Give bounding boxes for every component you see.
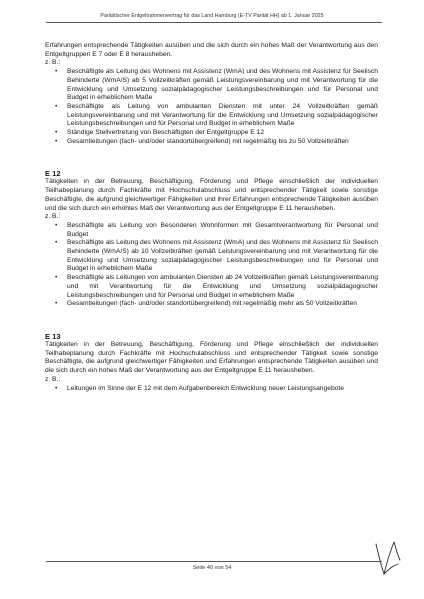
page-number: Seite 40 von 54 xyxy=(192,565,232,571)
list-item: • Beschäftigte als Leitung des Wohnens mit Assistenz (WmA) und des Wohnens mit Assistenz für Seelisch Behinderte (WmA/S) ab 10 Vollzeitkräften gemäß Leistungsvereinbarung und mit Verantwortung für die Entwicklung und Umsetzung sozialpädagogischer Leistungsbeschreibungen und für Personal und Budget in erheblichem Maße xyxy=(67,239,378,274)
e13-zb-label: z. B.: xyxy=(45,375,61,383)
footer-divider xyxy=(46,561,382,562)
intro-paragraph: Erfahrungen entsprechende Tätigkeiten ausüben und die sich durch ein hohes Maß der Verantwortung aus den Entgeltgruppen E 7 oder E 8 herausheben. xyxy=(45,42,378,58)
list-item: • Beschäftigte als Leitung von Besonderen Wohnformen mit Gesamtverantwortung für Personal und Budget xyxy=(67,222,378,239)
section-text-e13: Tätigkeiten in der Betreuung, Beschäftigung, Förderung und Pflege einschließlich der individuellen Teilhabeplanung durch Fachkräfte mit Hochschulabschluss und entsprechender Tätigkeit sowie sonstige Beschäftigte, die aufgrund gleichwertiger Fähigkeiten und Erfahrungen entsprechende Tätigkeiten ausüben und die sich durch ein hohes Maß der Verantwortung aus der Entgeltgruppe E 11 herausheben. xyxy=(45,340,378,375)
list-item: • Beschäftigte als Leitung von ambulanten Diensten mit unter 24 Vollzeitkräften gemäß Leistungsvereinbarung und mit Verantwortung für die Entwicklung und Umsetzung sozialpädagogischer Leistungsbeschreibungen und für Personal und Budget in erheblichem Maße xyxy=(67,103,378,129)
page-header: Paritätischer Entgeltrahmenvertrag für das Land Hamburg (E-TV Parität HH) ab 1. Januar 2025 xyxy=(100,13,324,19)
section-heading-e13: E 13 xyxy=(45,331,61,341)
spacer xyxy=(45,146,378,169)
e13-list xyxy=(45,385,378,394)
list-item: • Gesamtleitungen (fach- und/oder standortübergreifend) mit regelmäßig mehr als 50 Vollzeitkräften xyxy=(67,300,378,309)
e12-list xyxy=(45,222,378,309)
section-text-e12: Tätigkeiten in der Betreuung, Beschäftigung, Förderung und Pflege einschließlich der individuellen Teilhabeplanung durch Fachkräfte mit Hochschulabschluss und entsprechender Tätigkeit sowie sonstige Beschäftigte, die aufgrund gleichwertiger Fähigkeiten und ihrer Erfahrungen entsprechende Tätigkeiten ausüben und die sich durch ein erhöhtes Maß der Verantwortung aus der Entgeltgruppe E 11 herausheben. xyxy=(45,178,378,212)
intro-list xyxy=(45,68,378,146)
list-item: • Gesamtleitungen (fach- und/oder standortübergreifend) mit regelmäßig bis zu 50 Vollzeitkräften xyxy=(67,138,378,147)
e12-zb-label: z. B.: xyxy=(45,213,61,221)
list-item: • Beschäftigte als Leitung des Wohnens mit Assistenz (WmA) und des Wohnens mit Assistenz für Seelisch Behinderte (WmA/S) ab 5 Vollzeitkräften gemäß Leistungsvereinbarung und mit Verantwortung für die Entwicklung und Umsetzung sozialpädagogischer Leistungsbeschreibungen und für Personal und Budget in erheblichem Maße xyxy=(67,68,378,103)
spacer xyxy=(45,309,378,332)
intro-zb-label: z. B.: xyxy=(45,59,61,67)
handwritten-signature-icon xyxy=(370,540,404,578)
section-heading-e12: E 12 xyxy=(45,169,61,179)
list-item: • Beschäftigte als Leitungen von ambulanten Diensten ab 24 Vollzeitkräften gemäß Leistungsvereinbarung und mit Verantwortung für die Entwicklung und Umsetzung sozialpädagogischer Leistungsbeschreibungen und für Personal und Budget in erheblichem Maße xyxy=(67,274,378,300)
header-divider xyxy=(46,22,382,23)
list-item: • Ständige Stellvertretung von Beschäftigten der Entgeltgruppe E 12 xyxy=(67,129,378,138)
page-content xyxy=(45,42,378,393)
list-item: • Leitungen im Sinne der E 12 mit dem Aufgabenbereich Entwicklung neuer Leistungsangebote xyxy=(67,385,378,394)
